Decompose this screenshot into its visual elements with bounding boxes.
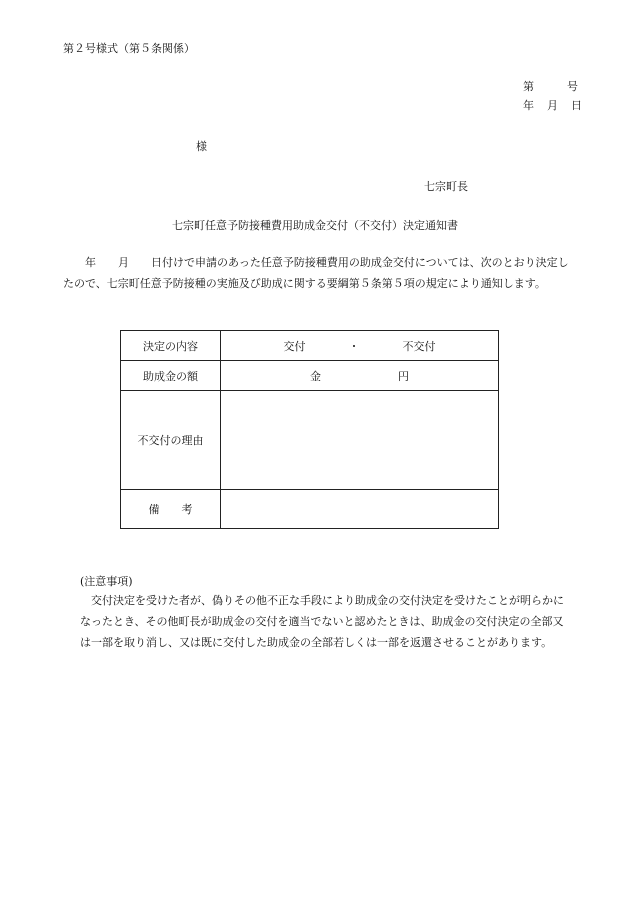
issue-date <box>523 97 582 113</box>
amount-value <box>221 361 499 391</box>
addressee-honorific: 様 <box>196 140 207 153</box>
decision-table <box>120 330 499 529</box>
reason-row <box>121 391 499 490</box>
amount-unit: 円 <box>398 369 409 383</box>
notes-line-2: なったとき、その他町長が助成金の交付を適当でないと認めたときは、助成金の交付決定の全部又 <box>80 615 564 628</box>
document-number <box>523 78 578 94</box>
notes-body <box>80 590 580 653</box>
amount-label: 助成金の額 <box>121 361 221 391</box>
reason-value <box>221 391 499 490</box>
notes-heading: (注意事項) <box>80 575 133 588</box>
remarks-label: 備 考 <box>121 490 221 529</box>
decision-options <box>221 331 499 361</box>
date-year: 年 <box>523 99 534 112</box>
date-month: 月 <box>547 99 558 112</box>
form-number: 第２号様式（第５条関係） <box>63 42 195 55</box>
decision-grant-option: 交付 <box>283 339 306 353</box>
document-number-suffix: 号 <box>567 80 578 93</box>
amount-row <box>121 361 499 391</box>
issuer-name: 七宗町長 <box>424 180 468 193</box>
notes-line-3: は一部を取り消し、又は既に交付した助成金の全部若しくは一部を返還させることがあります。 <box>80 636 553 649</box>
document-title: 七宗町任意予防接種費用助成金交付（不交付）決定通知書 <box>172 219 458 232</box>
decision-label: 決定の内容 <box>121 331 221 361</box>
notice-body <box>63 252 583 294</box>
remarks-row <box>121 490 499 529</box>
remarks-value <box>221 490 499 529</box>
notes-line-1: 交付決定を受けた者が、偽りその他不正な手段により助成金の交付決定を受けたことが明らかに <box>80 594 564 607</box>
decision-row <box>121 331 499 361</box>
document-number-prefix: 第 <box>523 80 534 93</box>
notice-body-line-2: たので、七宗町任意予防接種の実施及び助成に関する要綱第５条第５項の規定により通知します。 <box>63 277 546 290</box>
decision-separator: ・ <box>348 339 360 353</box>
notice-body-line-1: 年 月 日付けで申請のあった任意予防接種費用の助成金交付については、次のとおり決定し <box>63 256 569 269</box>
decision-nongrant-option: 不交付 <box>402 339 436 353</box>
reason-label: 不交付の理由 <box>121 391 221 490</box>
date-day: 日 <box>571 99 582 112</box>
amount-prefix: 金 <box>310 369 321 383</box>
